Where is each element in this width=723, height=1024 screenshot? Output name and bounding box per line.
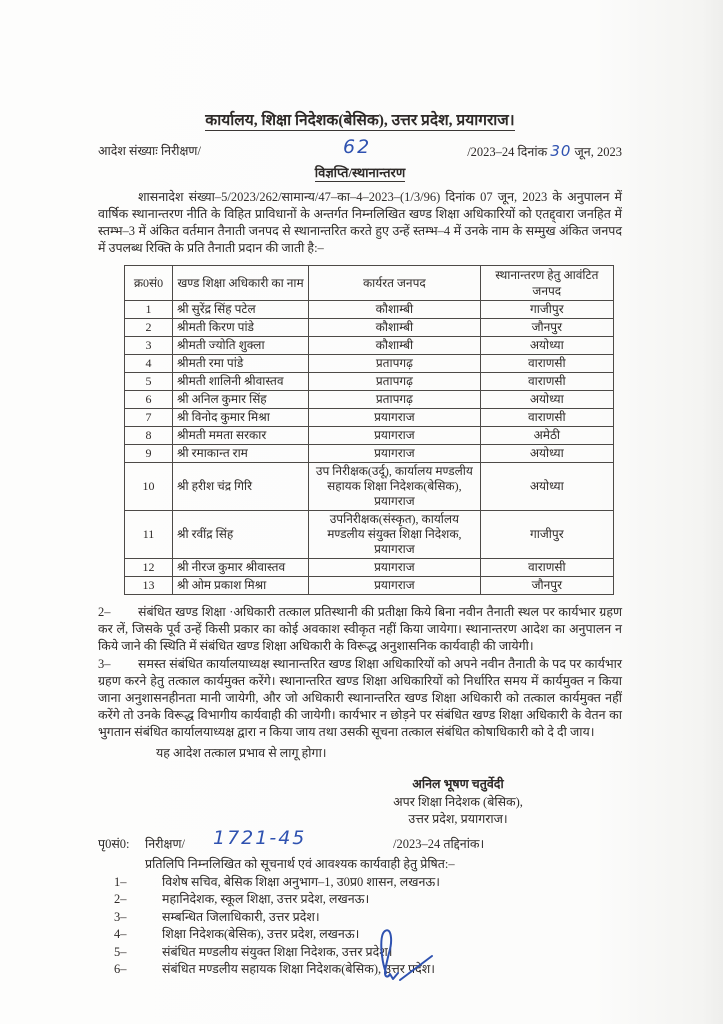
cell-officer-name: श्रीमती शालिनी श्रीवास्तव <box>173 373 309 391</box>
effective-line: यह आदेश तत्काल प्रभाव से लागू होगा। <box>156 746 327 760</box>
cell-current-district: प्रतापगढ़ <box>309 373 481 391</box>
cell-serial: 5 <box>125 373 173 391</box>
table-row <box>125 577 614 595</box>
table-row <box>125 301 614 319</box>
cell-officer-name: श्री रमाकान्त राम <box>173 445 309 463</box>
cell-officer-name: श्रीमती ज्योति शुक्ला <box>173 337 309 355</box>
header-allotted-district: स्थानान्तरण हेतु आवंटित जनपद <box>480 266 613 301</box>
handwritten-endorsement-number: 1721-45 <box>213 826 307 849</box>
paragraph-2-text: संबंधित खण्ड शिक्षा ·अधिकारी तत्काल प्रतिस्थानी की प्रतीक्षा किये बिना नवीन तैनाती स्थल पर कार्यभार ग्रहण कर लें, जिसके पूर्व उन्हें किसी प्रकार का कोई अवकाश स्वीकृत नहीं किया जायेगा। स्थानान्तरण आदेश का अनुपालन न किये जाने की स्थिति में संबंधित खण्ड शिक्षा अधिकारी के विरूद्ध अनुशासनिक कार्यवाही की जायेगी। <box>98 605 622 653</box>
cell-allotted-district: अयोध्या <box>480 391 613 409</box>
cell-officer-name: श्रीमती किरण पांडे <box>173 319 309 337</box>
cell-current-district: प्रतापगढ़ <box>309 391 481 409</box>
cell-allotted-district: वाराणसी <box>480 355 613 373</box>
endorsement-label: पृ0सं0: <box>98 836 130 851</box>
recipient-number: 5– <box>114 944 127 959</box>
recipient-text: महानिदेशक, स्कूल शिक्षा, उत्तर प्रदेश, लखनऊ। <box>162 892 370 906</box>
table-row <box>125 511 614 559</box>
handwritten-order-date: 30 <box>550 142 572 160</box>
recipient-text: विशेष सचिव, बेसिक शिक्षा अनुभाग–1, उ0प्र0 शासन, लखनऊ। <box>162 874 440 889</box>
cell-allotted-district: जौनपुर <box>480 319 613 337</box>
cell-current-district: कौशाम्बी <box>309 301 481 319</box>
cell-allotted-district: वाराणसी <box>480 559 613 577</box>
table-header-row <box>125 266 614 301</box>
recipient-item <box>114 909 622 927</box>
cell-officer-name: श्रीमती ममता सरकार <box>173 427 309 445</box>
endorsement-line <box>98 826 622 855</box>
order-suffix-post: जून, 2023 <box>574 145 622 159</box>
cell-current-district: प्रयागराज <box>309 577 481 595</box>
recipient-number: 1– <box>114 874 127 889</box>
recipient-number: 4– <box>114 927 127 941</box>
cell-serial: 6 <box>125 391 173 409</box>
cell-current-district: कौशाम्बी <box>309 319 481 337</box>
cell-officer-name: श्री विनोद कुमार मिश्रा <box>173 409 309 427</box>
cell-current-district: प्रयागराज <box>309 409 481 427</box>
endorsement-inspection: निरीक्षण/ <box>145 836 185 851</box>
recipient-number: 3– <box>114 909 127 924</box>
table-row <box>125 463 614 511</box>
cell-current-district: प्रयागराज <box>309 445 481 463</box>
table-row <box>125 427 614 445</box>
table-row <box>125 409 614 427</box>
cell-current-district: उपनिरीक्षक(संस्कृत), कार्यालय मण्डलीय संयुक्त शिक्षा निदेशक, प्रयागराज <box>309 511 481 559</box>
header-officer-name: खण्ड शिक्षा अधिकारी का नाम <box>173 266 309 301</box>
cell-serial: 7 <box>125 409 173 427</box>
transfer-table <box>124 265 614 595</box>
cell-current-district: प्रयागराज <box>309 427 481 445</box>
header-serial: क्र0सं0 <box>125 266 173 301</box>
table-row <box>125 391 614 409</box>
signatory-location: उत्तर प्रदेश, प्रयागराज। <box>408 812 508 826</box>
signatory-designation: अपर शिक्षा निदेशक (बेसिक), <box>393 794 523 809</box>
table-row <box>125 355 614 373</box>
cell-officer-name: श्री ओम प्रकाश मिश्रा <box>173 577 309 595</box>
cell-current-district: प्रयागराज <box>309 559 481 577</box>
table-row <box>125 559 614 577</box>
table-row <box>125 319 614 337</box>
cell-current-district: प्रतापगढ़ <box>309 355 481 373</box>
cell-allotted-district: अयोध्या <box>480 445 613 463</box>
handwritten-order-number: 62 <box>343 136 372 158</box>
copy-distribution-line: प्रतिलिपि निम्नलिखित को सूचनार्थ एवं आवश्यक कार्यवाही हेतु प्रेषित:– <box>145 856 455 871</box>
office-title-line <box>98 110 622 132</box>
cell-allotted-district: अमेठी <box>480 427 613 445</box>
table-row <box>125 445 614 463</box>
recipient-text: संबंधित मण्डलीय संयुक्त शिक्षा निदेशक, उत्तर प्रदेश। <box>162 944 393 959</box>
recipient-number: 6– <box>114 962 127 976</box>
paragraph-3-number: 3– <box>98 657 111 671</box>
recipient-text: शिक्षा निदेशक(बेसिक), उत्तर प्रदेश, लखनऊ। <box>162 927 360 941</box>
signatory-name: अनिल भूषण चतुर्वेदी <box>412 777 504 791</box>
paragraph-3-text: समस्त संबंधित कार्यालयाध्यक्ष स्थानान्तरित खण्ड शिक्षा अधिकारियों को अपने नवीन तैनाती के पद पर कार्यभार ग्रहण करने हेतु तत्काल कार्यमुक्त करेंगे। स्थानान्तरित खण्ड शिक्षा अधिकारियों को निर्धारित समय में कार्यमुक्त न किया जाना अनुशासनहीनता मानी जायेगी, और जो अधिकारी स्थानान्तरित खण्ड शिक्षा अधिकारी को तत्काल कार्यमुक्त नहीं करेंगे तो उनके विरूद्ध विभागीय कार्यवाही की जायेगी। कार्यभार न छोड़ने पर संबंधित खण्ड शिक्षा अधिकारी के वेतन का भुगतान संबंधित कार्यालयाध्यक्ष द्वारा न किया जाय तथा उसकी सूचना तत्काल संबंधित कोषाधिकारी को दे दी जाय। <box>98 657 622 739</box>
transfer-table-body <box>125 301 614 595</box>
cell-officer-name: श्री अनिल कुमार सिंह <box>173 391 309 409</box>
cell-allotted-district: अयोध्या <box>480 337 613 355</box>
cell-serial: 9 <box>125 445 173 463</box>
cell-allotted-district: अयोध्या <box>480 463 613 511</box>
cell-serial: 2 <box>125 319 173 337</box>
cell-officer-name: श्रीमती रमा पांडे <box>173 355 309 373</box>
cell-allotted-district: गाजीपुर <box>480 511 613 559</box>
cell-serial: 13 <box>125 577 173 595</box>
signature-block <box>358 776 558 829</box>
order-number-line <box>98 136 622 163</box>
cell-officer-name: श्री रवींद्र सिंह <box>173 511 309 559</box>
cell-serial: 8 <box>125 427 173 445</box>
cell-officer-name: श्री हरीश चंद्र गिरि <box>173 463 309 511</box>
paragraph-3 <box>98 656 622 741</box>
paragraph-2 <box>98 604 622 655</box>
table-row <box>125 373 614 391</box>
transfer-table-head <box>125 266 614 301</box>
recipient-item <box>114 874 622 892</box>
cell-serial: 11 <box>125 511 173 559</box>
endorsement-suffix: /2023–24 तद्दिनांक। <box>393 836 485 851</box>
recipient-text: संबंधित मण्डलीय सहायक शिक्षा निदेशक(बेसिक), उत्तर प्रदेश। <box>162 962 435 976</box>
cell-serial: 3 <box>125 337 173 355</box>
handwritten-signature <box>360 925 450 995</box>
cell-current-district: कौशाम्बी <box>309 337 481 355</box>
order-suffix-pre: /2023–24 दिनांक <box>467 145 548 159</box>
cell-allotted-district: वाराणसी <box>480 373 613 391</box>
office-title: कार्यालय, शिक्षा निदेशक(बेसिक), उत्तर प्रदेश, प्रयागराज। <box>205 112 515 129</box>
intro-paragraph: शासनादेश संख्या–5/2023/262/सामान्य/47–का–4–2023–(1/3/96) दिनांक 07 जून, 2023 के अनुपालन में वार्षिक स्थानान्तरण नीति के विहित प्राविधानों के अन्तर्गत निम्नलिखित खण्ड शिक्षा अधिकारियों को एतद्द्वारा जनहित में स्तम्भ–3 में अंकित वर्तमान तैनाती जनपद से स्थानान्तरित करते हुए उन्हें स्तम्भ–4 में उनके नाम के सम्मुख अंकित जनपद में उपलब्ध रिक्ति के प्रति तैनाती प्रदान की जाती है:– <box>98 190 622 255</box>
paragraph-2-number: 2– <box>98 605 111 619</box>
header-current-district: कार्यरत जनपद <box>309 266 481 301</box>
subject-line <box>98 164 622 181</box>
recipient-number: 2– <box>114 892 127 906</box>
cell-current-district: उप निरीक्षक(उर्दू), कार्यालय मण्डलीय सहायक शिक्षा निदेशक(बेसिक), प्रयागराज <box>309 463 481 511</box>
cell-serial: 12 <box>125 559 173 577</box>
cell-allotted-district: गाजीपुर <box>480 301 613 319</box>
cell-serial: 4 <box>125 355 173 373</box>
recipient-text: सम्बन्धित जिलाधिकारी, उत्तर प्रदेश। <box>162 909 320 924</box>
cell-serial: 1 <box>125 301 173 319</box>
order-date-part <box>467 143 622 161</box>
cell-allotted-district: वाराणसी <box>480 409 613 427</box>
subject-text: विज्ञप्ति/स्थानान्तरण <box>314 165 406 180</box>
cell-officer-name: श्री नीरज कुमार श्रीवास्तव <box>173 559 309 577</box>
order-prefix: आदेश संख्याः निरीक्षण/ <box>98 144 201 158</box>
cell-allotted-district: जौनपुर <box>480 577 613 595</box>
cell-serial: 10 <box>125 463 173 511</box>
table-row <box>125 337 614 355</box>
cell-officer-name: श्री सुरेंद्र सिंह पटेल <box>173 301 309 319</box>
recipient-item <box>114 891 622 909</box>
